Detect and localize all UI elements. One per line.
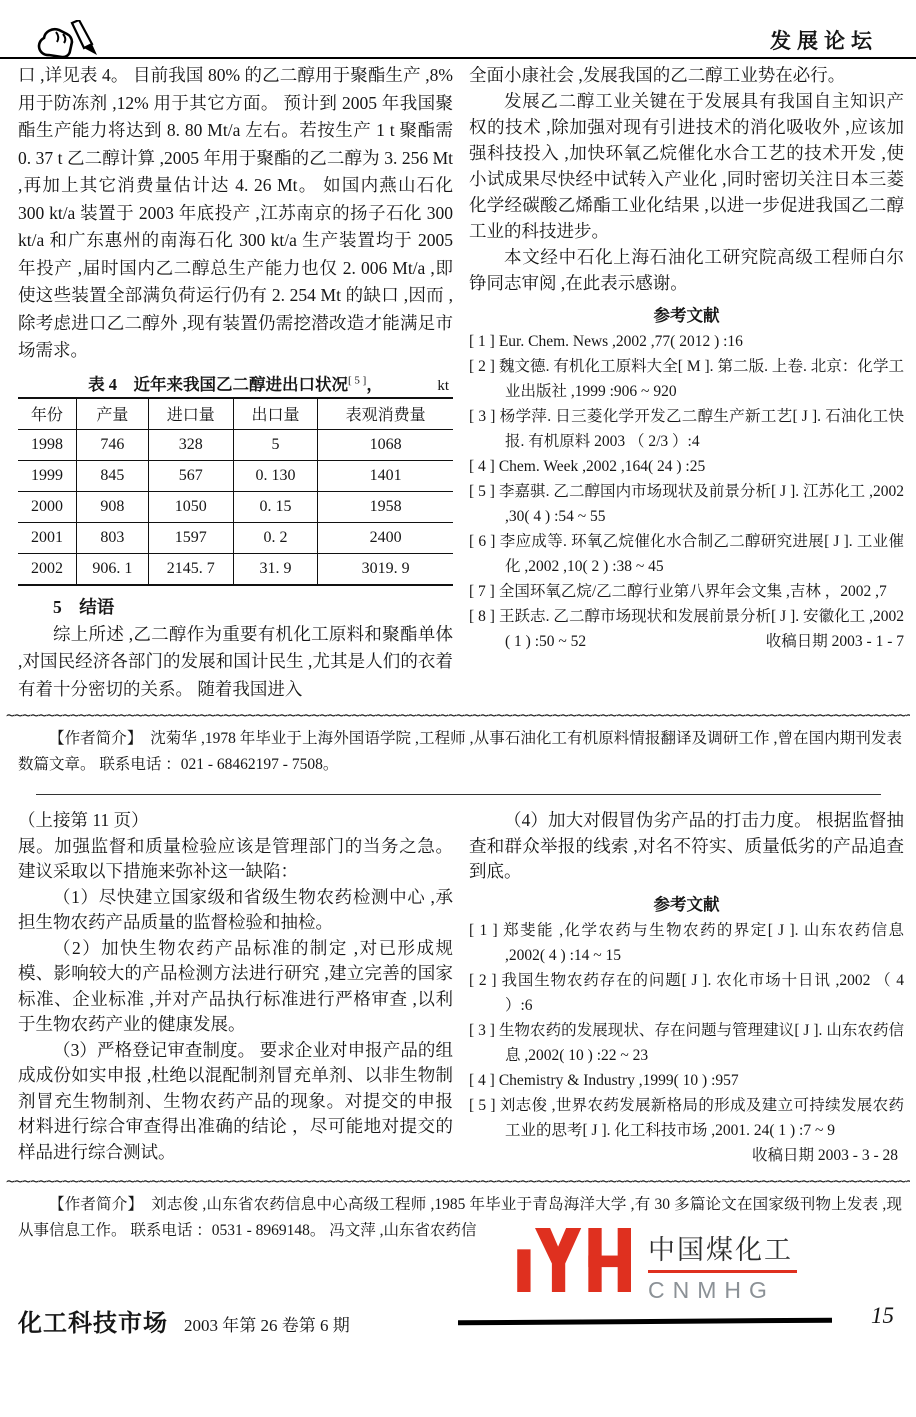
cnmhg-watermark-logo	[516, 1228, 797, 1304]
cell: 2001	[18, 522, 76, 553]
cell: 5	[233, 429, 318, 460]
reference-text: 王跃志. 乙二醇市场现状和发展前景分析[ J ]. 安徽化工 ,2002 ( 1 ) :50 ~ 52	[498, 608, 905, 650]
cell: 328	[148, 429, 233, 460]
cell: 1958	[318, 491, 453, 522]
reference-text: 全国环氧乙烷/乙二醇行业第八界年会文集 ,吉林 ，2002 ,7	[498, 583, 887, 600]
cnmhg-monogram-icon	[516, 1228, 634, 1292]
column-title: 发展论坛	[770, 29, 878, 53]
logo-text-block	[648, 1228, 797, 1304]
table-row	[18, 522, 453, 553]
cell: 1998	[18, 429, 76, 460]
section5-heading: 5 结语	[53, 596, 115, 617]
reference-item	[469, 329, 904, 354]
article1-columns	[0, 59, 916, 703]
reference-item	[469, 354, 904, 404]
reference-label: [ 5 ]	[469, 483, 495, 500]
reference-item	[469, 404, 904, 454]
cell: 0. 130	[233, 460, 318, 491]
table4-unit: kt	[437, 377, 449, 394]
author-bio-2: 【作者简介】 刘志俊 ,山东省农药信息中心高级工程师 ,1985 年毕业于青岛海洋大学 ,有 30 多篇论文在国家级刊物上发表 ,现从事信息工作。 联系电话 ：0531 - 8969148。 冯文萍 ,山东省农药信	[18, 1195, 902, 1239]
journal-title: 化工科技市场	[18, 1311, 168, 1337]
wavy-divider	[6, 1175, 910, 1190]
article1-left-column	[18, 62, 453, 703]
acknowledgement-paragraph: 本文经中石化上海石油化工研究院高级工程师白尔铮同志审阅 ,在此表示感谢。	[469, 247, 904, 293]
reference-text: Eur. Chem. News ,2002 ,77( 2012 ) :16	[498, 333, 743, 350]
reference-text: 杨学萍. 日三菱化学开发乙二醇生产新工艺[ J ]. 石油化工快报. 有机原料 2003 （ 2/3 ）:4	[499, 408, 904, 450]
cell: 1050	[148, 491, 233, 522]
reference-label: [ 1 ]	[469, 921, 498, 939]
article1-reference-list	[469, 329, 904, 654]
reference-label: [ 6 ]	[469, 533, 496, 550]
reference-item	[469, 479, 904, 529]
received-date: 收稿日期 2003 - 3 - 28	[752, 1146, 898, 1164]
article2-right-column	[469, 808, 904, 1169]
reference-text: Chemistry & Industry ,1999( 10 ) :957	[498, 1071, 739, 1089]
cell: 31. 9	[233, 553, 318, 585]
reference-label: [ 2 ]	[469, 358, 495, 375]
cell: 2400	[318, 522, 453, 553]
cell: 0. 15	[233, 491, 318, 522]
cell: 2145. 7	[148, 553, 233, 585]
cell: 1068	[318, 429, 453, 460]
reference-label: [ 8 ]	[469, 608, 495, 625]
col-header-export: 出口量	[233, 398, 318, 430]
cell: 3019. 9	[318, 553, 453, 585]
page-footer	[18, 1303, 902, 1343]
reference-text: 刘志俊 ,世界农药发展新格局的形成及建立可持续发展农药工业的思考[ J ]. 化工科技市场 ,2001. 24( 1 ) :7 ~ 9	[499, 1096, 904, 1139]
cell: 845	[76, 460, 148, 491]
cell: 906. 1	[76, 553, 148, 585]
reference-label: [ 3 ]	[469, 408, 496, 425]
reference-item	[469, 529, 904, 579]
article2-paragraph: 展。加强监督和质量检验应该是管理部门的当务之急。建议采取以下措施来弥补这一缺陷：	[18, 835, 453, 881]
col-header-year: 年份	[18, 398, 76, 430]
reference-item	[469, 1093, 904, 1143]
writing-hand-icon	[34, 20, 104, 69]
reference-label: [ 2 ]	[469, 971, 497, 989]
reference-label: [ 4 ]	[469, 1071, 495, 1089]
table4-citation-sup: [ 5 ]	[348, 374, 367, 386]
reference-text: 郑斐能 ,化学农药与生物农药的界定[ J ]. 山东农药信息 ,2002( 4 ) :14 ~ 15	[501, 921, 904, 964]
table4	[18, 397, 453, 586]
cell: 0. 2	[233, 522, 318, 553]
table-row	[18, 491, 453, 522]
continued-from-note: （上接第 11 页）	[18, 810, 149, 830]
reference-item	[469, 1068, 904, 1093]
article2-left-column	[18, 808, 453, 1169]
cell: 1999	[18, 460, 76, 491]
references-heading: 参考文献	[653, 894, 720, 914]
reference-item	[469, 968, 904, 1018]
article2-paragraph: （2）加快生物农药产品标准的制定 ,对已形成规模、影响较大的产品检测方法进行研究 ,建立完善的国家标准、企业标准 ,并对产品执行标准进行严格审查 ,以利于生物农药产业的健康发展。	[18, 937, 453, 1034]
reference-text: 李嘉骐. 乙二醇国内市场现状及前景分析[ J ]. 江苏化工 ,2002 ,30( 4 ) :54 ~ 55	[498, 483, 905, 525]
table-row	[18, 460, 453, 491]
article2-paragraph: （3）严格登记审查制度。 要求企业对申报产品的组成成份如实申报 ,杜绝以混配制剂冒充单剂、以非生物制剂冒充生物制剂、生物农药产品的现象。对提交的申报材料进行综合审查得出准确的结论 ，尽可能地对提交的样品进行综合测试。	[18, 1039, 453, 1162]
col-header-consumption: 表观消费量	[318, 398, 453, 430]
page-header	[0, 0, 916, 59]
table-header-row	[18, 398, 453, 430]
reference-text: Chem. Week ,2002 ,164( 24 ) :25	[498, 458, 706, 475]
article1-paragraph: 口 ,详见表 4。 目前我国 80% 的乙二醇用于聚酯生产 ,8% 用于防冻剂 ,12% 用于其它方面。 预计到 2005 年我国聚酯生产能力将达到 8. 80 Mt/a 左右。若按生产 1 t 聚酯需 0. 37 t 乙二醇计算 ,2005 年用于聚酯的乙二醇为 3. 256 Mt ,再加上其它消费量估计达 4. 26 Mt。 如国内燕山石化 300 kt/a 装置于 2003 年底投产 ,江苏南京的扬子石化 300 kt/a 和广东惠州的南海石化 300 kt/a 生产装置均于 2005 年投产 ,届时国内乙二醇总生产能力也仅 2. 006 Mt/a ,即使这些装置全部满负荷运行仍有 2. 254 Mt 的缺口 ,因而 ,除考虑进口乙二醇外 ,现有装置仍需挖潜改造才能满足市场需求。	[18, 65, 453, 360]
article2-columns	[0, 805, 916, 1169]
article-separator-rule	[36, 794, 881, 795]
table4-caption-text: 表 4 近年来我国乙二醇进出口状况	[88, 374, 349, 394]
author-bio-1: 【作者简介】 沈菊华 ,1978 年毕业于上海外国语学院 ,工程师 ,从事石油化工有机原料情报翻译及调研工作 ,曾在国内期刊发表数篇文章。 联系电话 ：021 - 68462197 - 7508。	[18, 730, 902, 773]
wavy-divider	[6, 709, 910, 724]
reference-text: 我国生物农药存在的问题[ J ]. 农化市场十日讯 ,2002 （ 4 ）:6	[500, 971, 904, 1014]
reference-text: 魏文德. 有机化工原料大全[ M ]. 第二版. 上卷. 北京：化学工业出版社 ,1999 :906 ~ 920	[498, 358, 905, 400]
journal-issue: 2003 年第 26 卷第 6 期	[184, 1316, 350, 1335]
cell: 567	[148, 460, 233, 491]
article2-reference-list	[469, 918, 904, 1143]
reference-label: [ 5 ]	[469, 1096, 496, 1114]
article1-right-column	[469, 62, 904, 703]
cell: 908	[76, 491, 148, 522]
received-date: 收稿日期 2003 - 1 - 7	[765, 633, 904, 650]
reference-item	[469, 579, 904, 604]
logo-latin-name: CNMHG	[648, 1277, 775, 1303]
cell: 1401	[318, 460, 453, 491]
table4-caption	[18, 371, 453, 395]
table4-caption-comma: ，	[366, 374, 383, 394]
footer-rule	[458, 1318, 832, 1326]
col-header-output: 产量	[76, 398, 148, 430]
table-row	[18, 429, 453, 460]
reference-label: [ 1 ]	[469, 333, 495, 350]
reference-text: 生物农药的发展现状、存在问题与管理建议[ J ]. 山东农药信息 ,2002( 10 ) :22 ~ 23	[498, 1021, 905, 1064]
reference-item	[469, 454, 904, 479]
page-number: 15	[871, 1303, 894, 1328]
reference-label: [ 4 ]	[469, 458, 495, 475]
logo-chinese-name: 中国煤化工	[648, 1228, 797, 1273]
article2-paragraph: （1）尽快建立国家级和省级生物农药检测中心 ,承担生物农药产品质量的监督检验和抽检。	[18, 886, 453, 932]
cell: 1597	[148, 522, 233, 553]
reference-item	[469, 918, 904, 968]
reference-item	[469, 604, 904, 654]
reference-text: 李应成等. 环氧乙烷催化水合制乙二醇研究进展[ J ]. 工业催化 ,2002 ,10( 2 ) :38 ~ 45	[499, 533, 904, 575]
cell: 2002	[18, 553, 76, 585]
cell: 803	[76, 522, 148, 553]
section5-paragraph: 综上所述 ,乙二醇作为重要有机化工原料和聚酯单体 ,对国民经济各部门的发展和国计民生 ,尤其是人们的衣着有着十分密切的关系。 随着我国进入	[18, 623, 453, 699]
table-row	[18, 553, 453, 585]
article1-paragraph: 全面小康社会 ,发展我国的乙二醇工业势在必行。	[469, 65, 846, 85]
reference-item	[469, 1018, 904, 1068]
article2-paragraph: （4）加大对假冒伪劣产品的打击力度。 根据监督抽查和群众举报的线索 ,对名不符实、质量低劣的产品追查到底。	[469, 810, 904, 881]
references-heading: 参考文献	[653, 306, 720, 325]
reference-label: [ 7 ]	[469, 583, 495, 600]
col-header-import: 进口量	[148, 398, 233, 430]
article1-paragraph: 发展乙二醇工业关键在于发展具有我国自主知识产权的技术 ,除加强对现有引进技术的消化吸收外 ,应该加强科技投入 ,加快环氧乙烷催化水合工艺的技术开发 ,使小试成果尽快经中试转入产业化 ,同时密切关注日本三菱化学经碳酸乙烯酯工业化结果 ,以进一步促进我国乙二醇工业的科技进步。	[469, 91, 904, 241]
cell: 2000	[18, 491, 76, 522]
cell: 746	[76, 429, 148, 460]
reference-label: [ 3 ]	[469, 1021, 495, 1039]
